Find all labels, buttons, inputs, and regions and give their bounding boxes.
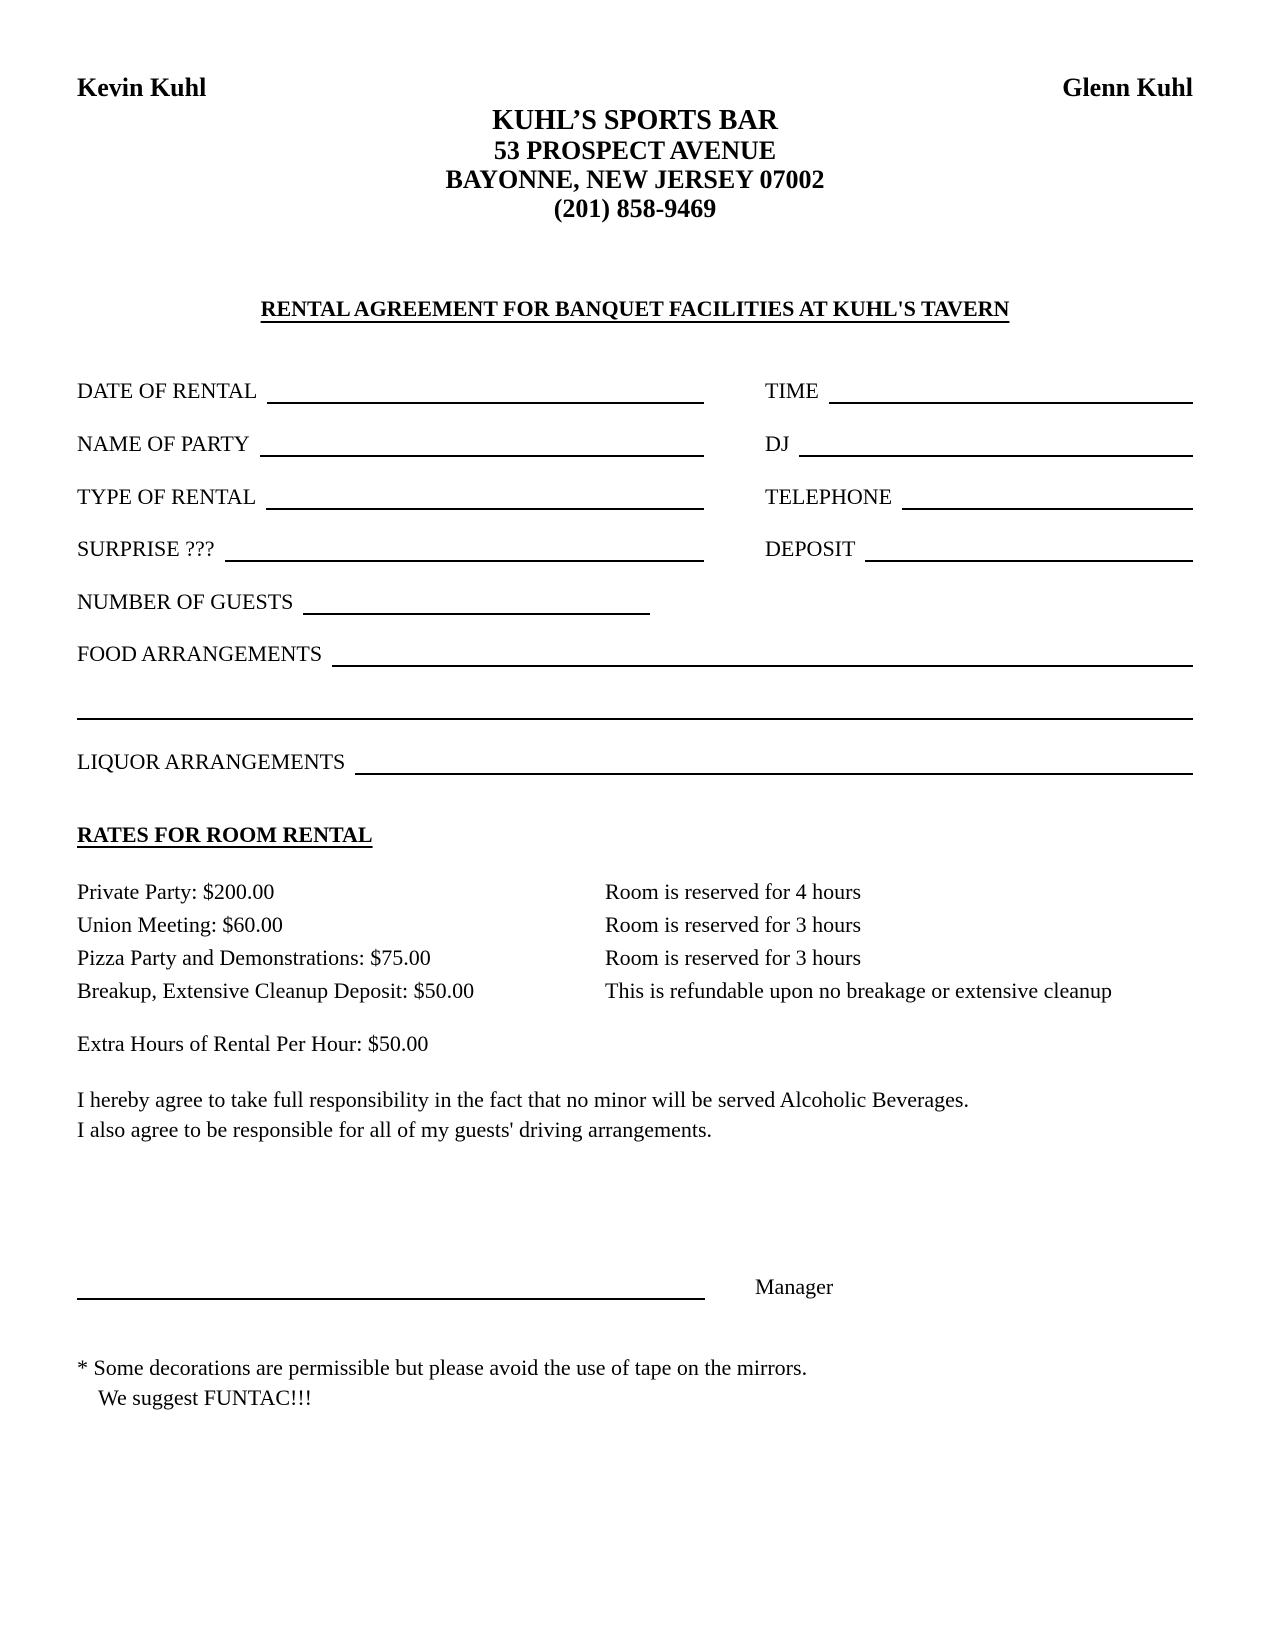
rate-item-label: Private Party: $200.00 (77, 879, 275, 904)
field-label-name-of-party: NAME OF PARTY (77, 431, 250, 456)
rate-extra-hours: Extra Hours of Rental Per Hour: $50.00 (77, 1031, 429, 1056)
rates-list (77, 875, 1193, 1007)
field-label-liquor-arrangements: LIQUOR ARRANGEMENTS (77, 749, 346, 774)
footnote-line-2: We suggest FUNTAC!!! (98, 1385, 312, 1410)
field-blank-surprise (225, 536, 705, 562)
business-address-line-2: BAYONNE, NEW JERSEY 07002 (445, 165, 825, 194)
rate-item-note: This is refundable upon no breakage or extensive cleanup (605, 978, 1113, 1003)
agreement-line-1: I hereby agree to take full responsibility in the fact that no minor will be served Alcoholic Beverages. (77, 1087, 969, 1112)
business-name: KUHL’S SPORTS BAR (492, 105, 778, 136)
form-row-dj (765, 427, 1193, 457)
footnote (77, 1353, 1193, 1413)
form-row-number-of-guests (77, 585, 650, 615)
rate-row-cleanup-deposit (77, 974, 1193, 1007)
field-label-surprise: SURPRISE ??? (77, 536, 215, 561)
rate-item-note: Room is reserved for 3 hours (605, 945, 862, 970)
business-phone: (201) 858-9469 (553, 194, 717, 223)
rate-item-note: Room is reserved for 3 hours (605, 912, 862, 937)
field-label-date-of-rental: DATE OF RENTAL (77, 378, 258, 403)
form-row-deposit (765, 532, 1193, 562)
business-header (77, 105, 1193, 223)
field-blank-telephone (902, 484, 1193, 510)
rate-row-pizza-party (77, 941, 1193, 974)
signature-role-label: Manager (755, 1274, 834, 1299)
business-address-line-1: 53 PROSPECT AVENUE (493, 136, 777, 165)
field-blank-food-arrangements-continued (77, 718, 1193, 720)
field-label-deposit: DEPOSIT (765, 536, 856, 561)
form-row-date-of-rental (77, 374, 704, 404)
field-blank-dj (799, 431, 1193, 457)
form-row-telephone (765, 480, 1193, 510)
field-blank-liquor-arrangements (355, 749, 1193, 775)
signature-blank (77, 1274, 705, 1300)
footnote-line-1: * Some decorations are permissible but please avoid the use of tape on the mirrors. (77, 1355, 808, 1380)
rates-section-heading: RATES FOR ROOM RENTAL (77, 822, 373, 847)
document-title: RENTAL AGREEMENT FOR BANQUET FACILITIES AT KUHL'S TAVERN (260, 296, 1010, 321)
rate-item-label: Union Meeting: $60.00 (77, 912, 283, 937)
field-blank-name-of-party (260, 431, 704, 457)
field-blank-food-arrangements (332, 641, 1193, 667)
field-label-time: TIME (765, 378, 819, 403)
form-row-surprise (77, 532, 704, 562)
form-row-liquor-arrangements (77, 745, 1193, 775)
owner-name-left: Kevin Kuhl (77, 73, 207, 102)
signature-row (77, 1270, 1193, 1300)
rate-item-label: Pizza Party and Demonstrations: $75.00 (77, 945, 431, 970)
field-blank-time (829, 378, 1193, 404)
rate-row-union-meeting (77, 908, 1193, 941)
field-blank-date-of-rental (267, 378, 704, 404)
rate-row-private-party (77, 875, 1193, 908)
form-row-food-arrangements (77, 637, 1193, 667)
field-blank-type-of-rental (266, 484, 704, 510)
form-row-time (765, 374, 1193, 404)
rate-item-note: Room is reserved for 4 hours (605, 879, 862, 904)
agreement-line-2: I also agree to be responsible for all of my guests' driving arrangements. (77, 1117, 713, 1142)
field-label-number-of-guests: NUMBER OF GUESTS (77, 589, 294, 614)
owner-name-right: Glenn Kuhl (1062, 73, 1193, 102)
field-label-dj: DJ (765, 431, 790, 456)
rate-item-label: Breakup, Extensive Cleanup Deposit: $50.00 (77, 978, 475, 1003)
form-row-name-of-party (77, 427, 704, 457)
header-owners-row (77, 73, 1193, 103)
form-row-type-of-rental (77, 480, 704, 510)
agreement-paragraph (77, 1085, 1193, 1145)
field-blank-number-of-guests (303, 589, 650, 615)
field-label-type-of-rental: TYPE OF RENTAL (77, 484, 257, 509)
field-blank-deposit (865, 536, 1193, 562)
field-label-telephone: TELEPHONE (765, 484, 893, 509)
field-label-food-arrangements: FOOD ARRANGEMENTS (77, 641, 323, 666)
